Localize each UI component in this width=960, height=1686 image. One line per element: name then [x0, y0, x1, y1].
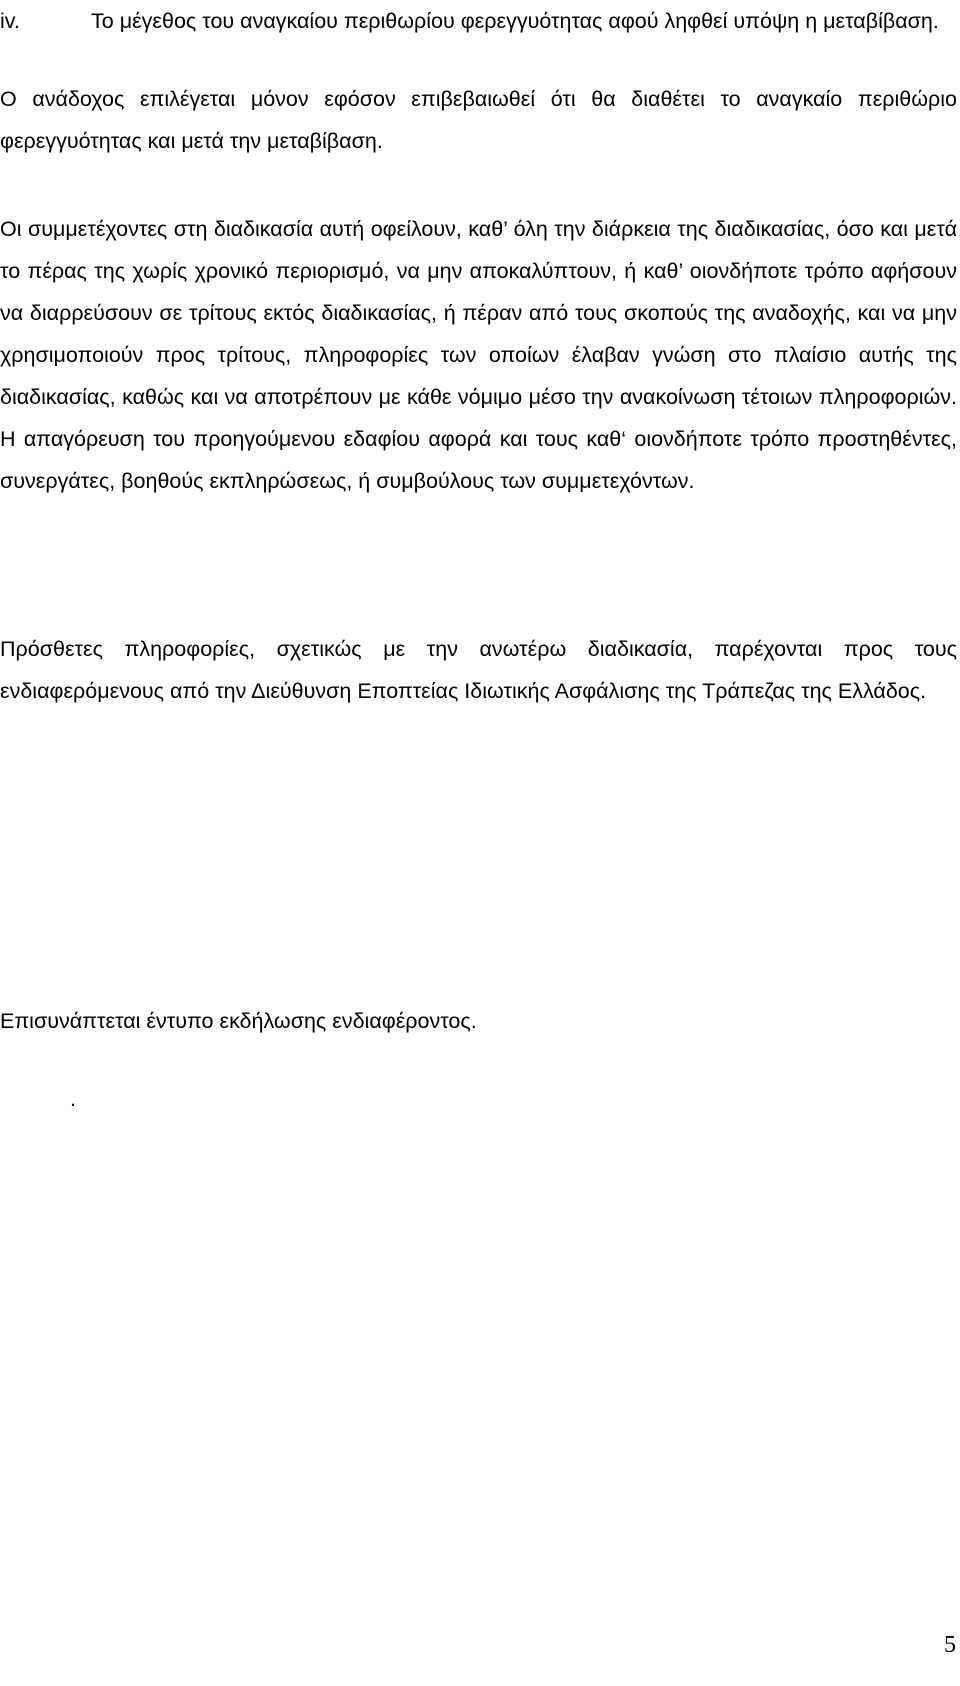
paragraph-contractor-selection: Ο ανάδοχος επιλέγεται μόνον εφόσον επιβεβαιωθεί ότι θα διαθέτει το αναγκαίο περιθώριο φερεγγυότητας και μετά την μεταβίβαση.: [0, 87, 957, 153]
stray-dot: .: [70, 1087, 76, 1111]
list-item-iv: [0, 0, 957, 42]
paragraph-confidentiality: Οι συμμετέχοντες στη διαδικασία αυτή οφείλουν, καθ’ όλη την διάρκεια της διαδικασίας, όσο και μετά το πέρας της χωρίς χρονικό περιορισμό, να μην αποκαλύπτουν, ή καθ’ οιονδήποτε τρόπο αφήσουν να διαρρεύσουν σε τρίτους εκτός διαδικασίας, ή πέραν από τους σκοπούς της αναδοχής, και να μην χρησιμοποιούν προς τρίτους, πληροφορίες των οποίων έλαβαν γνώση στο πλαίσιο αυτής της διαδικασίας, καθώς και να αποτρέπουν με κάθε νόμιμο μέσο την ανακοίνωση τέτοιων πληροφοριών. Η απαγόρευση του προηγούμενου εδαφίου αφορά και τους καθ‘ οιονδήποτε τρόπο προστηθέντες, συνεργάτες, βοηθούς εκπληρώσεως, ή συμβούλους των συμμετεχόντων.: [0, 217, 957, 493]
list-marker: iv.: [0, 9, 20, 33]
paragraph-attachment: Επισυνάπτεται έντυπο εκδήλωσης ενδιαφέροντος.: [0, 1009, 477, 1033]
page-number: 5: [944, 1632, 956, 1658]
list-item-text: Το μέγεθος του αναγκαίου περιθωρίου φερεγγυότητας αφού ληφθεί υπόψη η μεταβίβαση.: [91, 9, 939, 33]
paragraph-additional-info: Πρόσθετες πληροφορίες, σχετικώς με την ανωτέρω διαδικασία, παρέχονται προς τους ενδιαφερόμενους από την Διεύθυνση Εποπτείας Ιδιωτικής Ασφάλισης της Τράπεζας της Ελλάδος.: [0, 637, 957, 703]
